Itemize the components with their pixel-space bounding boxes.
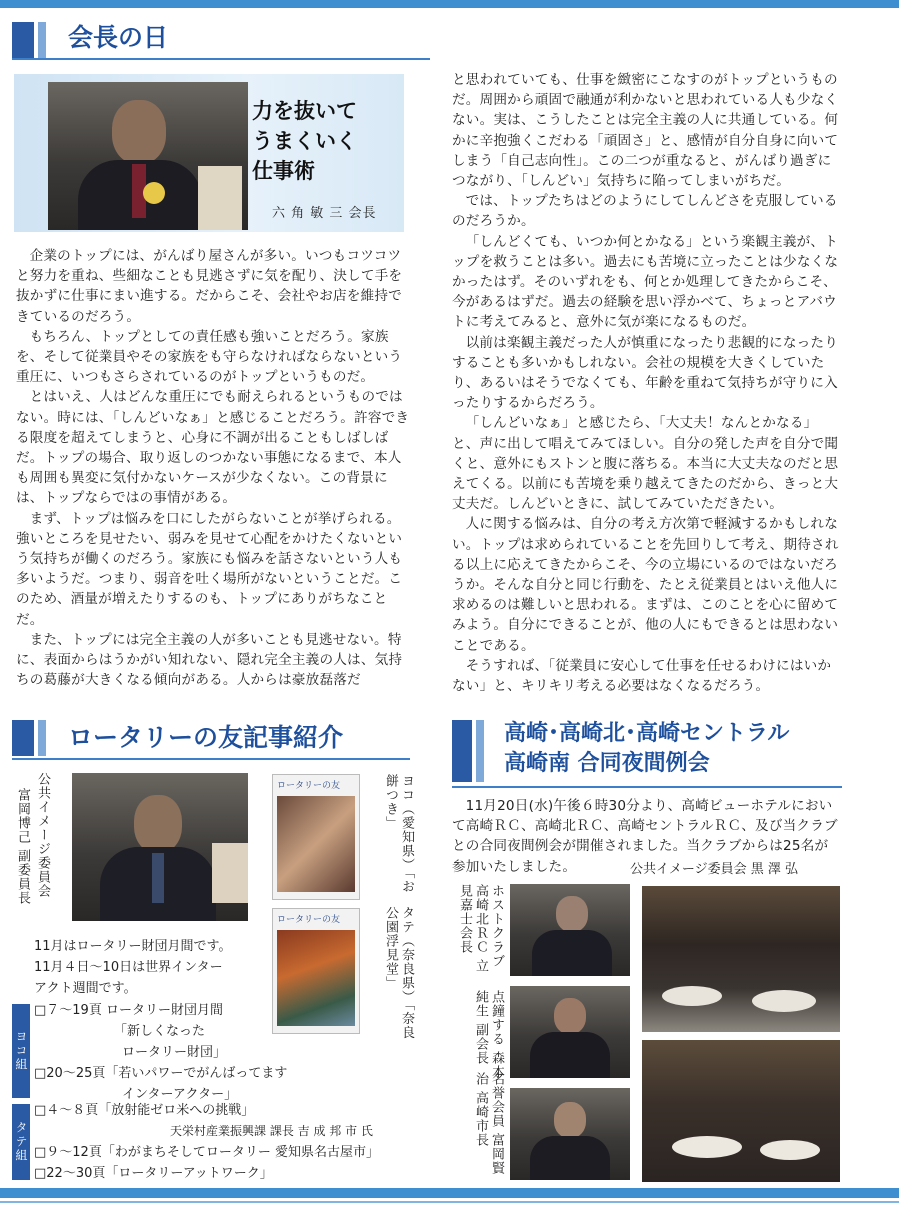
photo-banquet-hall	[642, 886, 840, 1032]
presenter-committee: 公共イメージ委員会	[35, 772, 50, 898]
paragraph: とはいえ、人はどんな重圧にでも耐えられるというものではない。時には、「しんどいなぁ」と感じることだろう。許容できる限度を超えてしまうと、心身に不調が出ることもしばしばだ。トップの場合、取り返しのつかない事態になるまで、本人も周囲も異変に気付かないケースが少なくない。この背景には、トップならではの事情がある。	[16, 389, 410, 507]
list-item: 「新しくなった	[114, 1024, 206, 1039]
list-item: インターアクター」	[122, 1087, 238, 1102]
headline-line-1: 力を抜いて	[252, 98, 357, 123]
yoko-list	[34, 1000, 374, 1105]
section-rule	[12, 58, 430, 60]
list-item: 天栄村産業振興課 課長 吉 成 邦 市 氏	[170, 1124, 373, 1138]
yoko-caption: ヨコ（愛知県）「お餅つき」	[383, 774, 414, 894]
headline-line-3: 仕事術	[252, 158, 315, 183]
article-left-column	[16, 246, 412, 690]
tate-list	[34, 1100, 414, 1184]
paragraph: また、トップには完全主義の人が多いことも見逃せない。特に、表面からはうかがい知れない、隠れ完全主義の人は、気持ちの葛藤が大きくなる傾向がある。人からは豪放磊落だ	[16, 631, 403, 689]
magazine-title: ロータリーの友	[277, 781, 341, 791]
intro-line: 11月はロータリー財団月間です。	[34, 939, 232, 954]
section-marker-light	[476, 720, 484, 782]
photo-banquet-tables	[642, 1040, 840, 1182]
title-line-2: 高崎南 合同夜間例会	[504, 750, 710, 776]
paragraph: と思われていても、仕事を緻密にこなすのがトップというものだ。周囲から頑固で融通が利かないと思われている人も少なくない。実は、こうしたことは完全主義の人に共通している。何かに辛抱強くこだわる「頑固さ」と、感情が自分自身に向いてしまう「自己志向性」。この二つが重なると、がんばり過ぎにつながり、「しんどい」気持ちに陥ってしまいがちだ。	[452, 72, 839, 190]
bottom-border	[0, 1188, 899, 1198]
byline: 六 角 敏 三 会長	[272, 206, 377, 221]
magazine-title: ロータリーの友	[277, 915, 341, 925]
section-marker	[12, 720, 34, 756]
caption-mayor: 名誉会員 富岡賢治 高崎市長	[473, 1072, 504, 1176]
section-marker	[452, 720, 472, 782]
presenter-photo	[72, 773, 248, 921]
intro-line: アクト週間です。	[34, 981, 137, 996]
section-rule	[452, 786, 842, 788]
feature-banner	[14, 74, 404, 232]
section-marker	[12, 22, 34, 58]
list-item: □20～25頁「若いパワーでがんばってます	[34, 1066, 288, 1081]
photo-vice-president	[510, 986, 630, 1078]
presenter-name: 富岡博己 副委員長	[15, 788, 30, 906]
intro-text	[34, 936, 264, 999]
article-right-column	[452, 70, 842, 696]
section-rule	[12, 758, 410, 760]
section-title-kaicho: 会長の日	[68, 23, 169, 52]
photo-host-president	[510, 884, 630, 976]
feature-headline	[252, 96, 357, 186]
list-item: □９～12頁「わがまちそしてロータリー 愛知県名古屋市」	[34, 1145, 379, 1160]
list-item: □22～30頁「ロータリーアットワーク」	[34, 1166, 273, 1181]
section-title-joint-meeting	[504, 718, 789, 778]
section-marker-light	[38, 720, 46, 756]
paragraph: 以前は楽観主義だった人が慎重になったり悲観的になったりすることも多いかもしれない。会社の規模を大きくしていたり、あるいはそうでなくても、年齢を重ねて気持ちが守りに入ったりするからだろう。	[452, 334, 839, 412]
president-photo	[48, 82, 248, 230]
magazine-cover-yoko	[272, 774, 360, 900]
paragraph: そうすれば、「従業員に安心して仕事を任せるわけにはいかない」と、キリキリ考える必要はなくなるだろう。	[452, 657, 832, 695]
intro-line: 11月４日～10日は世界インター	[34, 960, 223, 975]
paragraph: 人に関する悩みは、自分の考え方次第で軽減するかもしれない。トップは求められていることを先回りして考え、期待される以上に応えてきたからこそ、今の立場にいるのではないだろうか。そんな自分と同じ行動を、たとえ従業員とはいえ他人に求めるのは難しいと思われる。まずは、このことを心に留めてみよう。自分にできることが、他の人にもできるとは思わないことである。	[452, 516, 839, 654]
bottom-border-line	[0, 1201, 899, 1203]
paragraph: 企業のトップには、がんばり屋さんが多い。いつもコツコツと努力を重ね、些細なことも見逃さずに気を配り、決して手を抜かずに仕事にまい進する。だからこそ、会社やお店を維持できているのだろう。	[16, 248, 403, 325]
caption-bell: 点鐘する 森本純生 副会長	[473, 990, 504, 1080]
paragraph: まず、トップは悩みを口にしたがらないことが挙げられる。強いところを見せたい、弱みを見せて心配をかけたくないという気持ちが働くのだろう。家族にも悩みを話さないという人も多いようだ。つまり、弱音を吐く場所がないということだ。このため、酒量が増えたりするのも、トップにありがちなことだ。	[16, 510, 403, 628]
paragraph: 11月20日(水)午後６時30分より、高崎ビューホテルにおいて高崎ＲＣ、高崎北ＲＣ、高崎セントラルＲＣ、及び当クラブとの合同夜間例会が開催されました。当クラブからは25名が参加いたしました。	[452, 798, 838, 875]
joint-meeting-credit: 公共イメージ委員会 黒 澤 弘	[630, 862, 799, 877]
section-marker-light	[38, 22, 46, 58]
caption-host-club: ホストクラブ 高崎北ＲＣ 立見嘉士会長	[457, 884, 504, 974]
title-line-1: 高崎･高崎北･高崎セントラル	[504, 720, 790, 746]
list-item: □４～８頁「放射能ゼロ米への挑戦」	[34, 1103, 255, 1118]
top-border	[0, 0, 899, 8]
paragraph: では、トップたちはどのようにしてしんどさを克服しているのだろうか。	[452, 193, 838, 230]
tate-label: タテ組	[12, 1104, 30, 1180]
list-item: ロータリー財団」	[122, 1045, 227, 1060]
tate-caption: タテ（奈良県）「奈良公園浮見堂」	[383, 906, 414, 1040]
photo-mayor	[510, 1088, 630, 1180]
headline-line-2: うまくいく	[252, 128, 357, 153]
section-title-tomo: ロータリーの友記事紹介	[68, 723, 344, 752]
paragraph: 「しんどいなぁ」と感じたら、「大丈夫！なんとかなる」と、声に出して唱えてみてほしい。自分の発した声を自分で聞くと、意外にもストンと腹に落ちる。本当に大丈夫なのだと思えてくる。以前にも苦境を乗り越えてきたのだから、きっと大丈夫だ。しんどいときに、試してみていただきたい。	[452, 415, 839, 513]
yoko-label: ヨコ組	[12, 1004, 30, 1098]
paragraph: もちろん、トップとしての責任感も強いことだろう。家族を、そして従業員やその家族をも守らなければならないという重圧に、いつもさらされているのがトップというものだ。	[16, 328, 403, 386]
list-item: □７～19頁 ロータリー財団月間	[34, 1003, 223, 1018]
paragraph: 「しんどくても、いつか何とかなる」という楽観主義が、トップを救うことは多い。過去にも苦境に立ったことは少なくなかったはず。そのいずれをも、何とか処理してきたからこそ、今があるはずだ。過去の経験を思い浮かべて、ちょっとアバウトに考えてみると、意外に気が楽になるものだ。	[452, 233, 839, 331]
